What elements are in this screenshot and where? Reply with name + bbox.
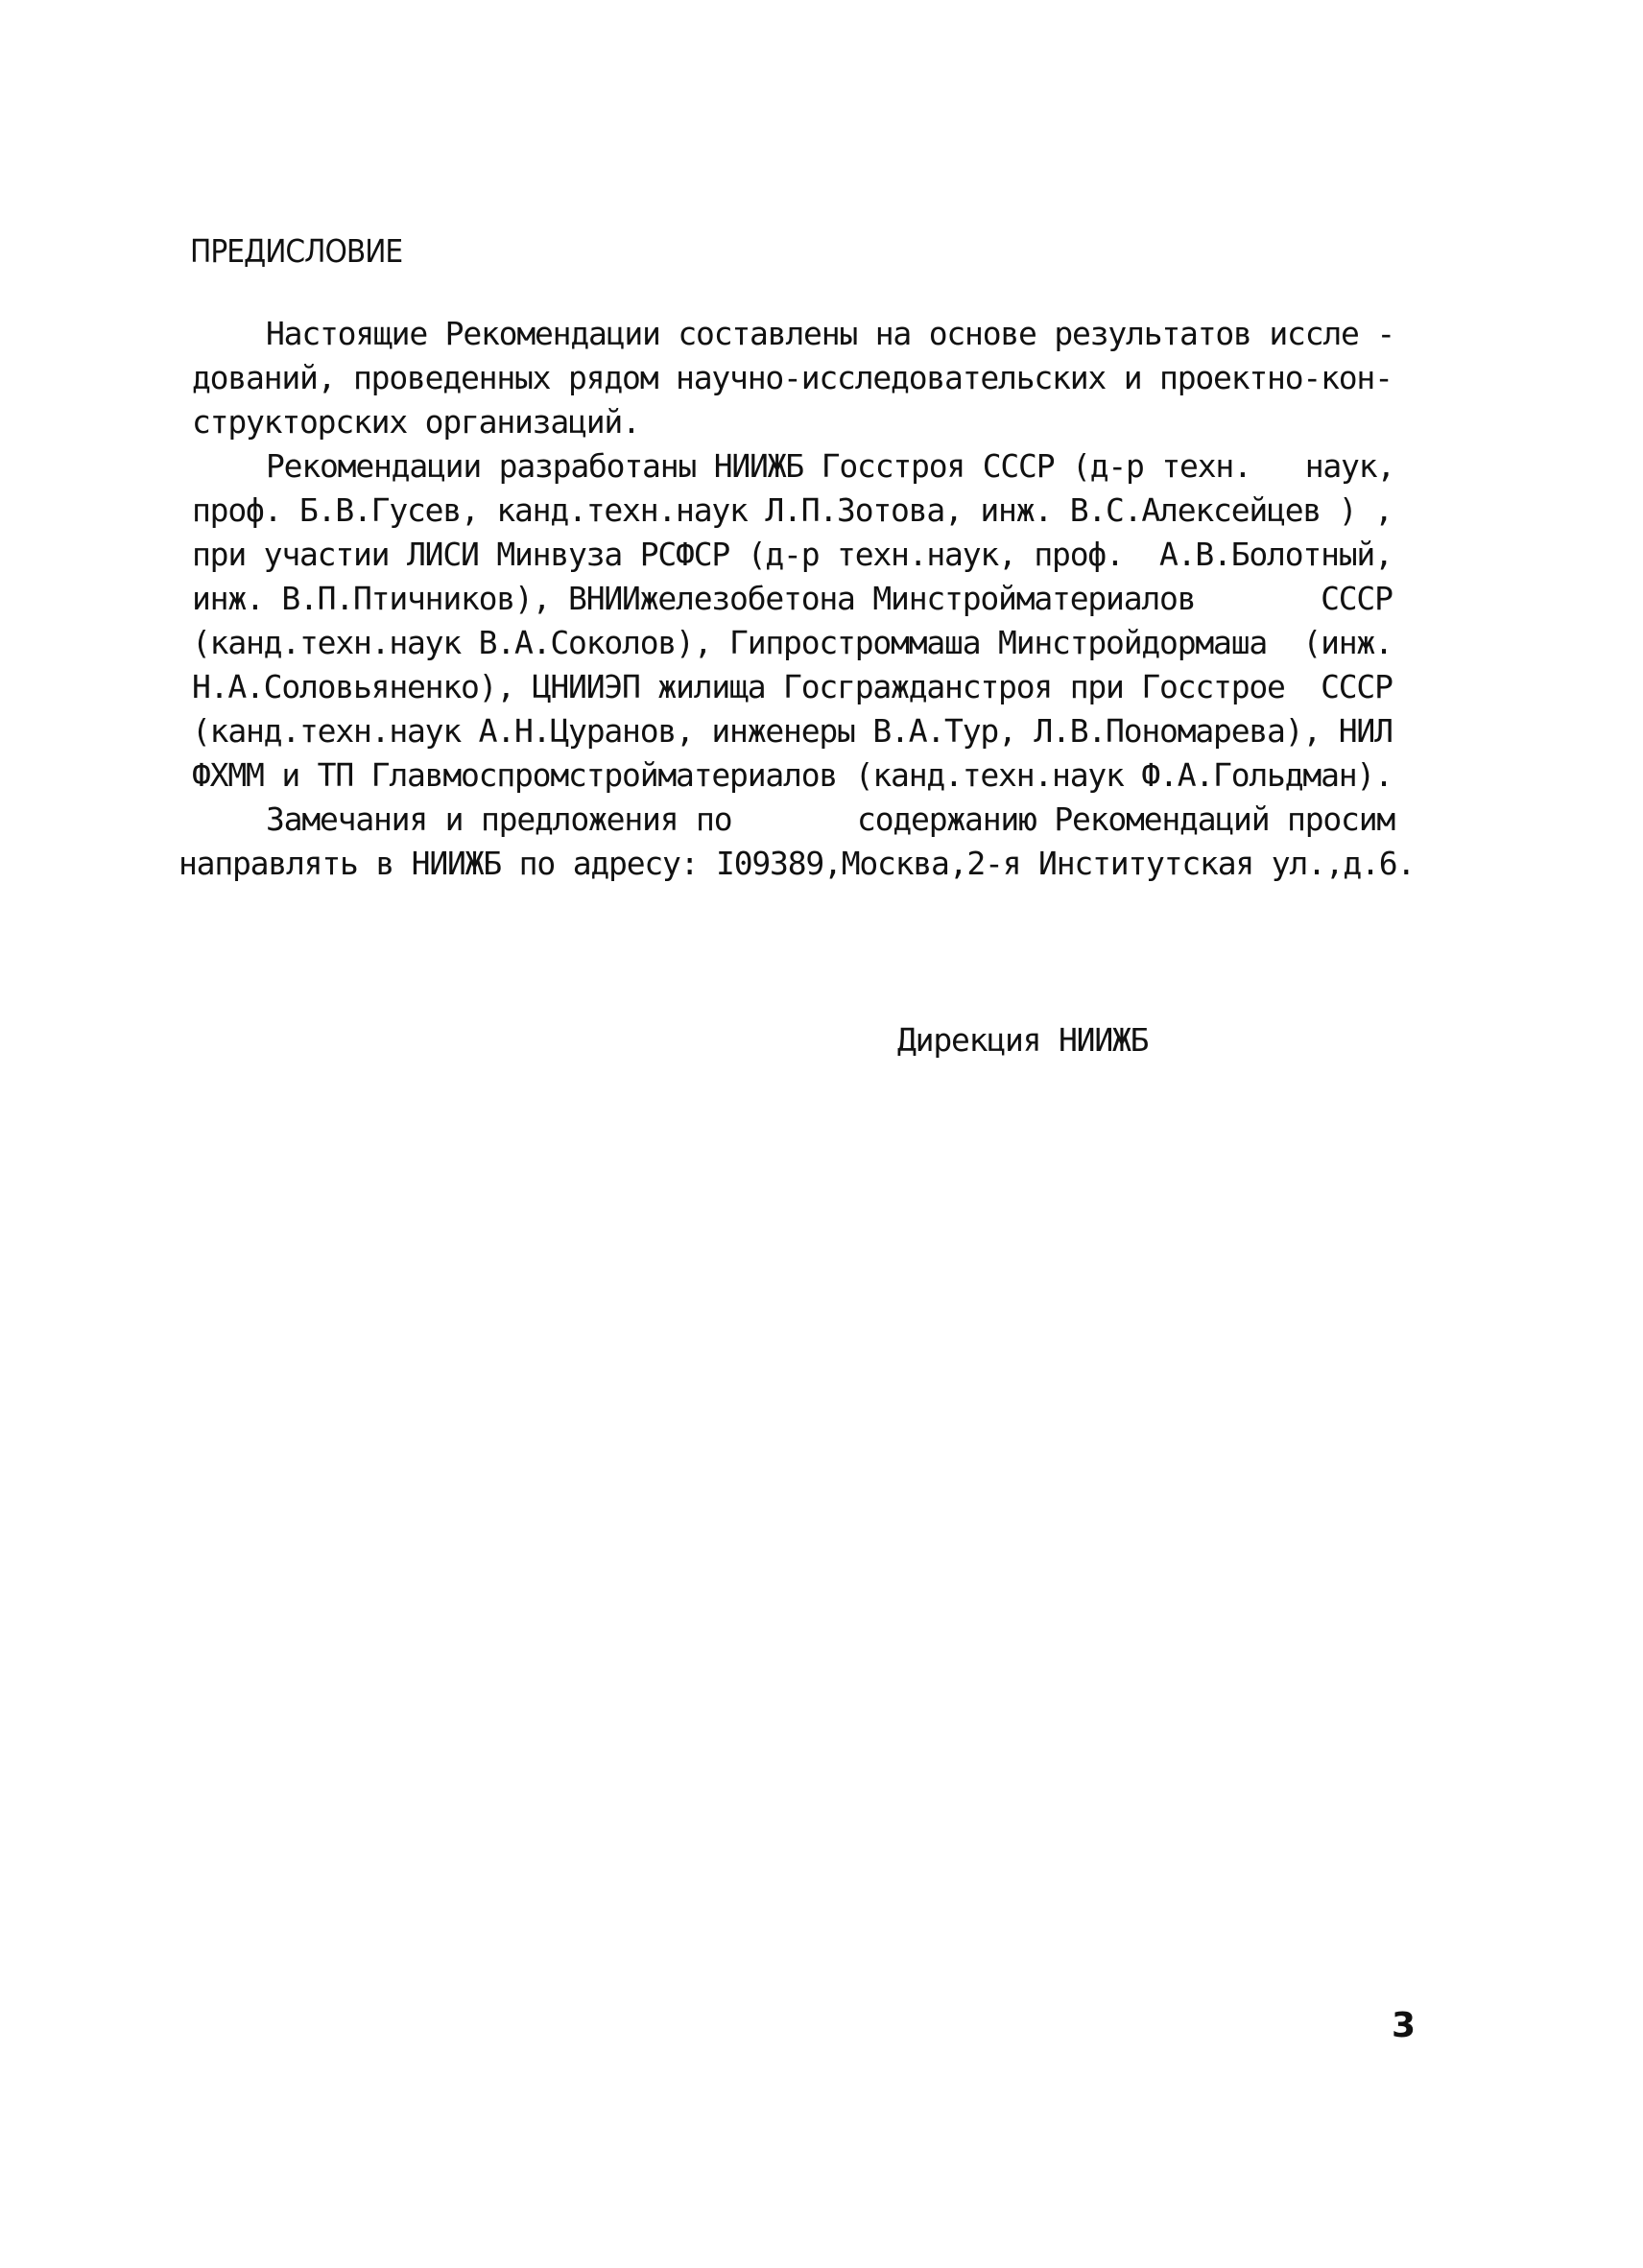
text-line-9: Н.А.Соловьяненко), ЦНИИЭП жилища Госгражданстроя при Госстрое СССР (192, 668, 1393, 705)
text-line-12: Замечания и предложения по содержанию Рекомендаций просим (266, 800, 1395, 838)
text-line-8: (канд.техн.наук В.А.Соколов), Гипростроммаша Минстройдормаша (инж. (192, 624, 1393, 661)
text-line-3: структорских организаций. (192, 403, 640, 441)
signature: Дирекция НИИЖБ (897, 1021, 1149, 1059)
text-line-6: при участии ЛИСИ Минвуза РСФСР (д-р техн.наук, проф. А.В.Болотный, (192, 536, 1393, 573)
text-line-11: ФХММ и ТП Главмоспромстройматериалов (канд.техн.наук Ф.А.Гольдман). (192, 756, 1393, 794)
text-line-4: Рекомендации разработаны НИИЖБ Госстроя СССР (д-р техн. наук, (266, 447, 1395, 485)
text-line-5: проф. Б.В.Гусев, канд.техн.наук Л.П.Зотова, инж. В.С.Алексейцев ) , (192, 491, 1393, 529)
text-line-2: дований, проведенных рядом научно-исследовательских и проектно-кон- (192, 359, 1393, 396)
text-line-7: инж. В.П.Птичников), ВНИИжелезобетона Минстройматериалов СССР (192, 580, 1393, 617)
page-heading: ПРЕДИСЛОВИЕ (190, 232, 403, 270)
page-number: 3 (1392, 2006, 1417, 2045)
text-line-1: Настоящие Рекомендации составлены на основе результатов иссле - (266, 315, 1395, 352)
text-line-10: (канд.техн.наук А.Н.Цуранов, инженеры В.А.Тур, Л.В.Пономарева), НИЛ (192, 712, 1393, 750)
text-line-13: направлять в НИИЖБ по адресу: I09389,Москва,2-я Институтская ул.,д.6. (179, 845, 1416, 882)
